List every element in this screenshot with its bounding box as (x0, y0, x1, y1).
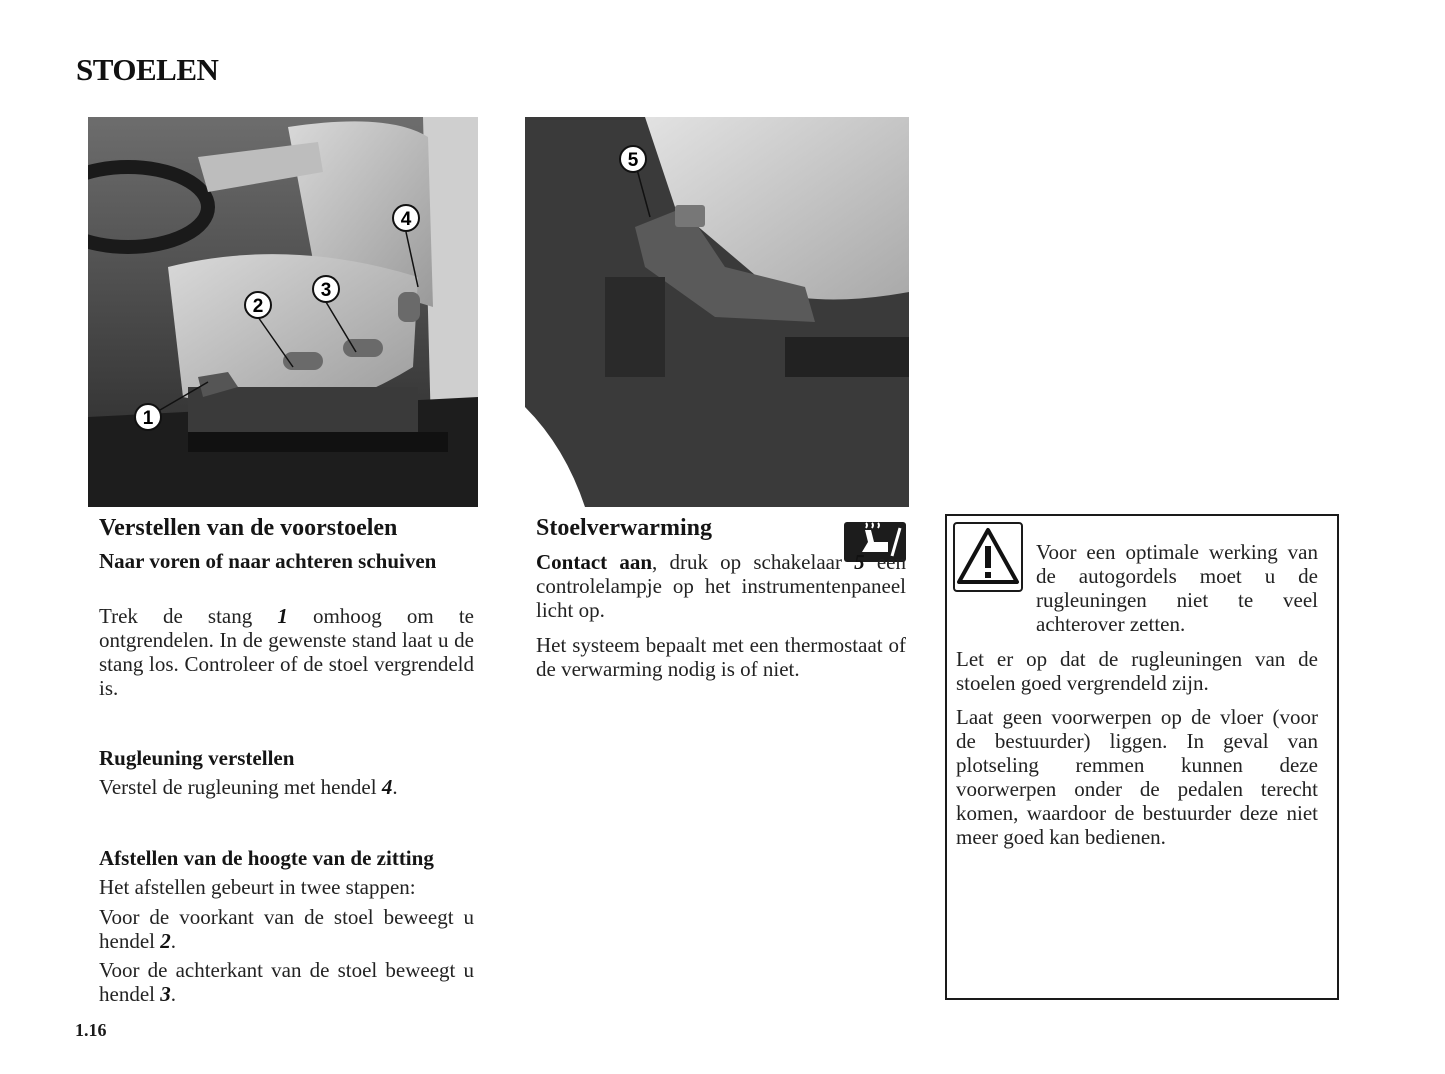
callout-5 (620, 146, 646, 172)
callout-3 (313, 276, 339, 302)
svg-text:5: 5 (627, 150, 639, 171)
switch-5-ref: 5 (854, 550, 865, 574)
slide-heading: Naar voren of naar achteren schuiven (99, 549, 437, 573)
callout-4 (393, 205, 419, 231)
svg-text:3: 3 (320, 280, 332, 301)
seat-heating-photo (525, 117, 909, 507)
warning-triangle-icon (953, 522, 1023, 592)
lever-4-ref: 4 (381, 775, 393, 799)
callout-1 (135, 404, 161, 430)
seat-heating-heading: Stoelverwarming (536, 515, 712, 541)
seat-photo-illustration (88, 117, 478, 507)
lever-3-ref: 3 (160, 982, 171, 1006)
svg-text:1: 1 (142, 408, 154, 429)
seat-adjustment-photo (88, 117, 478, 507)
lever-1-ref: 1 (277, 604, 288, 628)
slide-text: Trek de stang 1 omhoog om te ontgrendelen. In de gewenste stand laat u de stang los. Controleer of de stoel vergrendeld is. (99, 604, 474, 700)
warning-text-1: Voor een optimale werking van de autogordels moet u de rugleuningen niet te veel achterover zetten. (1036, 540, 1318, 636)
seat-heating-text-2: Het systeem bepaalt met een thermostaat of de verwarming nodig is of niet. (536, 633, 906, 681)
svg-text:4: 4 (400, 209, 412, 230)
front-seats-heading: Verstellen van de voorstoelen (99, 515, 398, 541)
page-number: 1.16 (75, 1020, 107, 1040)
warning-text-2: Let er op dat de rugleuningen van de stoelen goed vergrendeld zijn. (956, 647, 1318, 695)
page-title: STOELEN (76, 52, 219, 87)
heating-photo-illustration (525, 117, 909, 507)
backrest-heading: Rugleuning verstellen (99, 746, 295, 770)
backrest-text: Verstel de rugleuning met hendel 4. (99, 775, 398, 799)
svg-text:2: 2 (252, 296, 264, 317)
warning-text-3: Laat geen voorwerpen op de vloer (voor de bestuurder) liggen. In geval van plotseling remmen kunnen deze voorwerpen onder de pedalen terecht komen, waardoor de bestuurder deze niet meer goed kan bedienen. (956, 705, 1318, 849)
callout-2 (245, 292, 271, 318)
lever-2-ref: 2 (160, 929, 171, 953)
seat-heating-text-1: Contact aan, druk op schakelaar 5 een controlelampje op het instrumentenpaneel licht op. (536, 550, 906, 622)
height-rear-text: Voor de achterkant van de stoel beweegt u hendel 3. (99, 958, 474, 1006)
height-intro: Het afstellen gebeurt in twee stappen: (99, 875, 416, 899)
height-heading: Afstellen van de hoogte van de zitting (99, 846, 434, 870)
height-front-text: Voor de voorkant van de stoel beweegt u hendel 2. (99, 905, 474, 953)
